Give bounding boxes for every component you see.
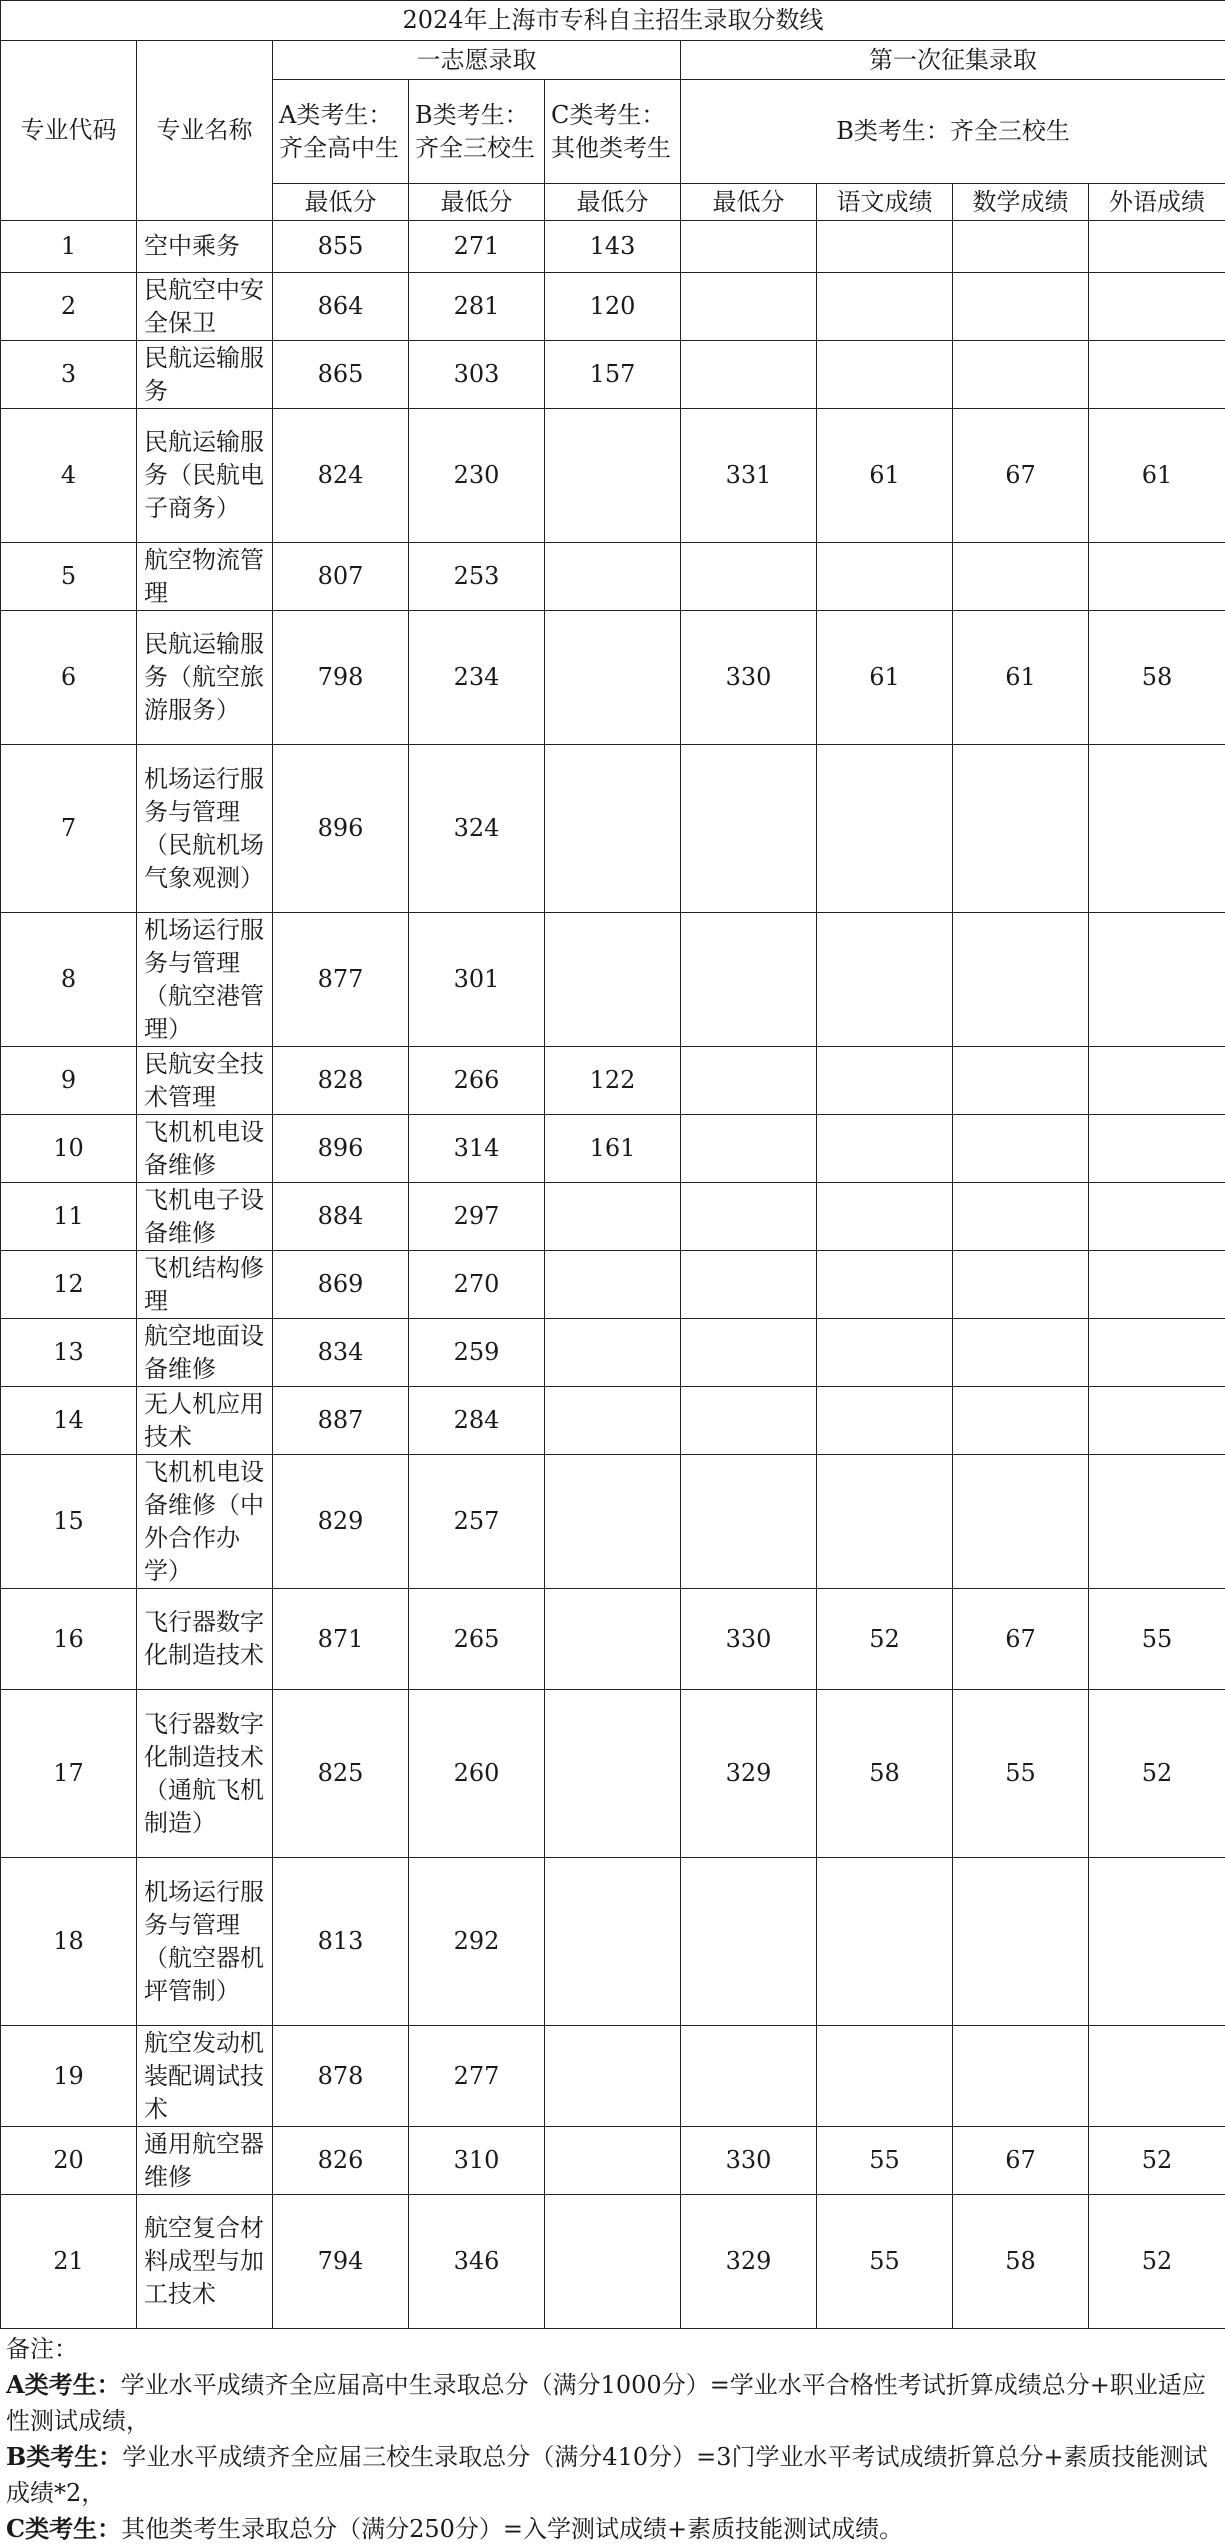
col-code: 6 xyxy=(1,611,137,745)
col-foreign xyxy=(1089,1319,1225,1387)
col-chinese xyxy=(817,1183,953,1251)
col-b-min: 265 xyxy=(409,1589,545,1690)
header-cat-b: B类考生：齐全三校生 xyxy=(409,80,545,184)
col-foreign xyxy=(1089,221,1225,273)
col-code: 13 xyxy=(1,1319,137,1387)
col-foreign xyxy=(1089,273,1225,341)
col-code: 2 xyxy=(1,273,137,341)
col-foreign xyxy=(1089,543,1225,611)
col-chinese: 61 xyxy=(817,409,953,543)
col-math xyxy=(953,1319,1089,1387)
header-cat-c: C类考生：其他类考生 xyxy=(545,80,681,184)
col-b-min: 266 xyxy=(409,1047,545,1115)
col-a-min: 884 xyxy=(273,1183,409,1251)
col-foreign xyxy=(1089,745,1225,913)
col-a-min: 865 xyxy=(273,341,409,409)
note-b-label: B类考生： xyxy=(6,2442,122,2471)
table-row xyxy=(1,2195,1225,2329)
col-collection-min xyxy=(681,1858,817,2026)
col-code: 14 xyxy=(1,1387,137,1455)
col-b-min: 284 xyxy=(409,1387,545,1455)
header-foreign: 外语成绩 xyxy=(1089,184,1225,221)
col-collection-min xyxy=(681,273,817,341)
col-a-min: 855 xyxy=(273,221,409,273)
table-row xyxy=(1,1589,1225,1690)
header-first-collection: 第一次征集录取 xyxy=(681,41,1225,80)
col-a-min: 794 xyxy=(273,2195,409,2329)
table-row xyxy=(1,2127,1225,2195)
col-a-min: 829 xyxy=(273,1455,409,1589)
table-row xyxy=(1,409,1225,543)
col-b-min: 277 xyxy=(409,2026,545,2127)
header-first-choice: 一志愿录取 xyxy=(273,41,681,80)
col-a-min: 896 xyxy=(273,745,409,913)
col-collection-min xyxy=(681,1183,817,1251)
col-collection-min xyxy=(681,1047,817,1115)
col-chinese xyxy=(817,1387,953,1455)
table-row xyxy=(1,611,1225,745)
col-math: 67 xyxy=(953,1589,1089,1690)
col-b-min: 281 xyxy=(409,273,545,341)
col-b-min: 297 xyxy=(409,1183,545,1251)
col-chinese: 58 xyxy=(817,1690,953,1858)
col-math xyxy=(953,1183,1089,1251)
col-math xyxy=(953,1455,1089,1589)
col-chinese: 52 xyxy=(817,1589,953,1690)
notes xyxy=(0,2331,1225,2547)
col-foreign: 55 xyxy=(1089,1589,1225,1690)
col-name: 机场运行服务与管理（民航机场气象观测） xyxy=(137,745,273,913)
col-foreign xyxy=(1089,1858,1225,2026)
col-c-min: 157 xyxy=(545,341,681,409)
col-name: 航空复合材料成型与加工技术 xyxy=(137,2195,273,2329)
col-collection-min xyxy=(681,1319,817,1387)
col-c-min xyxy=(545,2026,681,2127)
col-b-min: 260 xyxy=(409,1690,545,1858)
col-collection-min xyxy=(681,221,817,273)
col-chinese xyxy=(817,1115,953,1183)
col-foreign xyxy=(1089,1387,1225,1455)
notes-heading: 备注： xyxy=(0,2331,1225,2367)
col-a-min: 813 xyxy=(273,1858,409,2026)
col-a-min: 864 xyxy=(273,273,409,341)
col-code: 17 xyxy=(1,1690,137,1858)
col-foreign xyxy=(1089,1047,1225,1115)
table-row xyxy=(1,1047,1225,1115)
col-a-min: 828 xyxy=(273,1047,409,1115)
col-collection-min xyxy=(681,543,817,611)
col-collection-min: 330 xyxy=(681,2127,817,2195)
col-name: 民航运输服务 xyxy=(137,341,273,409)
col-c-min xyxy=(545,1589,681,1690)
col-collection-min: 329 xyxy=(681,1690,817,1858)
col-c-min xyxy=(545,1183,681,1251)
col-math xyxy=(953,2026,1089,2127)
col-b-min: 314 xyxy=(409,1115,545,1183)
col-code: 10 xyxy=(1,1115,137,1183)
col-name: 航空地面设备维修 xyxy=(137,1319,273,1387)
note-a-text: 学业水平成绩齐全应届高中生录取总分（满分1000分）=学业水平合格性考试折算成绩总分+职业适应性测试成绩， xyxy=(6,2371,1206,2435)
col-foreign xyxy=(1089,1251,1225,1319)
col-chinese xyxy=(817,1251,953,1319)
col-code: 5 xyxy=(1,543,137,611)
col-chinese xyxy=(817,1858,953,2026)
col-foreign: 52 xyxy=(1089,1690,1225,1858)
col-math xyxy=(953,1251,1089,1319)
col-c-min: 120 xyxy=(545,273,681,341)
col-foreign: 58 xyxy=(1089,611,1225,745)
col-code: 9 xyxy=(1,1047,137,1115)
col-math xyxy=(953,1387,1089,1455)
note-c xyxy=(0,2511,1225,2547)
col-chinese xyxy=(817,341,953,409)
col-chinese: 55 xyxy=(817,2195,953,2329)
col-foreign xyxy=(1089,913,1225,1047)
col-chinese: 61 xyxy=(817,611,953,745)
col-c-min xyxy=(545,1690,681,1858)
col-code: 12 xyxy=(1,1251,137,1319)
col-c-min xyxy=(545,2127,681,2195)
note-b-text: 学业水平成绩齐全应届三校生录取总分（满分410分）=3门学业水平考试成绩折算总分+素质技能测试成绩*2， xyxy=(6,2443,1208,2507)
col-foreign: 52 xyxy=(1089,2127,1225,2195)
col-foreign: 52 xyxy=(1089,2195,1225,2329)
col-collection-min xyxy=(681,2026,817,2127)
table-row xyxy=(1,1319,1225,1387)
col-name: 民航运输服务（民航电子商务） xyxy=(137,409,273,543)
col-a-min: 871 xyxy=(273,1589,409,1690)
col-collection-min xyxy=(681,1115,817,1183)
col-name: 通用航空器维修 xyxy=(137,2127,273,2195)
table-title: 2024年上海市专科自主招生录取分数线 xyxy=(1,1,1225,41)
col-c-min xyxy=(545,1858,681,2026)
col-math xyxy=(953,1115,1089,1183)
table-row xyxy=(1,1183,1225,1251)
header-min-a: 最低分 xyxy=(273,184,409,221)
col-c-min xyxy=(545,1455,681,1589)
col-c-min: 161 xyxy=(545,1115,681,1183)
col-c-min xyxy=(545,1387,681,1455)
col-c-min xyxy=(545,611,681,745)
col-code: 1 xyxy=(1,221,137,273)
col-a-min: 824 xyxy=(273,409,409,543)
table-row xyxy=(1,1115,1225,1183)
col-name: 飞行器数字化制造技术（通航飞机制造） xyxy=(137,1690,273,1858)
col-math xyxy=(953,543,1089,611)
col-collection-min xyxy=(681,1387,817,1455)
col-name: 航空物流管理 xyxy=(137,543,273,611)
col-b-min: 257 xyxy=(409,1455,545,1589)
col-code: 15 xyxy=(1,1455,137,1589)
col-collection-min: 330 xyxy=(681,1589,817,1690)
col-chinese xyxy=(817,1455,953,1589)
table-row xyxy=(1,543,1225,611)
col-math: 61 xyxy=(953,611,1089,745)
header-min-c: 最低分 xyxy=(545,184,681,221)
col-math xyxy=(953,745,1089,913)
header-chinese: 语文成绩 xyxy=(817,184,953,221)
table-row xyxy=(1,913,1225,1047)
col-math xyxy=(953,1047,1089,1115)
col-b-min: 303 xyxy=(409,341,545,409)
table-row xyxy=(1,1858,1225,2026)
col-c-min xyxy=(545,409,681,543)
col-chinese xyxy=(817,1319,953,1387)
table-row xyxy=(1,341,1225,409)
col-c-min xyxy=(545,1319,681,1387)
col-c-min xyxy=(545,543,681,611)
col-code: 20 xyxy=(1,2127,137,2195)
header-name: 专业名称 xyxy=(137,41,273,221)
table-row xyxy=(1,745,1225,913)
col-math xyxy=(953,1858,1089,2026)
col-b-min: 259 xyxy=(409,1319,545,1387)
col-math: 55 xyxy=(953,1690,1089,1858)
col-c-min: 122 xyxy=(545,1047,681,1115)
col-foreign: 61 xyxy=(1089,409,1225,543)
col-name: 民航安全技术管理 xyxy=(137,1047,273,1115)
table-row xyxy=(1,221,1225,273)
table-row xyxy=(1,273,1225,341)
col-math xyxy=(953,913,1089,1047)
header-code: 专业代码 xyxy=(1,41,137,221)
col-code: 4 xyxy=(1,409,137,543)
col-math xyxy=(953,221,1089,273)
col-collection-min xyxy=(681,1251,817,1319)
col-name: 飞行器数字化制造技术 xyxy=(137,1589,273,1690)
col-b-min: 271 xyxy=(409,221,545,273)
header-cat-b-collection: B类考生：齐全三校生 xyxy=(681,80,1225,184)
col-name: 飞机结构修理 xyxy=(137,1251,273,1319)
col-name: 无人机应用技术 xyxy=(137,1387,273,1455)
col-name: 飞机电子设备维修 xyxy=(137,1183,273,1251)
col-chinese: 55 xyxy=(817,2127,953,2195)
col-b-min: 324 xyxy=(409,745,545,913)
table-row xyxy=(1,1690,1225,1858)
header-min-b: 最低分 xyxy=(409,184,545,221)
col-a-min: 877 xyxy=(273,913,409,1047)
col-c-min: 143 xyxy=(545,221,681,273)
col-b-min: 270 xyxy=(409,1251,545,1319)
col-chinese xyxy=(817,221,953,273)
col-chinese xyxy=(817,745,953,913)
col-name: 空中乘务 xyxy=(137,221,273,273)
col-foreign xyxy=(1089,1183,1225,1251)
table-row xyxy=(1,1387,1225,1455)
col-code: 18 xyxy=(1,1858,137,2026)
col-name: 民航空中安全保卫 xyxy=(137,273,273,341)
col-math: 58 xyxy=(953,2195,1089,2329)
col-collection-min xyxy=(681,341,817,409)
col-name: 民航运输服务（航空旅游服务） xyxy=(137,611,273,745)
col-math xyxy=(953,273,1089,341)
col-collection-min xyxy=(681,913,817,1047)
col-a-min: 869 xyxy=(273,1251,409,1319)
col-math: 67 xyxy=(953,409,1089,543)
col-name: 飞机机电设备维修（中外合作办学） xyxy=(137,1455,273,1589)
col-code: 3 xyxy=(1,341,137,409)
table-row xyxy=(1,2026,1225,2127)
col-code: 11 xyxy=(1,1183,137,1251)
col-code: 16 xyxy=(1,1589,137,1690)
col-name: 航空发动机装配调试技术 xyxy=(137,2026,273,2127)
col-code: 21 xyxy=(1,2195,137,2329)
col-chinese xyxy=(817,273,953,341)
col-c-min xyxy=(545,745,681,913)
header-math: 数学成绩 xyxy=(953,184,1089,221)
table-row xyxy=(1,1455,1225,1589)
col-a-min: 807 xyxy=(273,543,409,611)
col-code: 7 xyxy=(1,745,137,913)
col-b-min: 310 xyxy=(409,2127,545,2195)
note-a xyxy=(0,2367,1225,2439)
note-b xyxy=(0,2439,1225,2511)
col-b-min: 346 xyxy=(409,2195,545,2329)
col-code: 8 xyxy=(1,913,137,1047)
col-c-min xyxy=(545,1251,681,1319)
col-foreign xyxy=(1089,1115,1225,1183)
col-b-min: 292 xyxy=(409,1858,545,2026)
col-chinese xyxy=(817,1047,953,1115)
col-a-min: 887 xyxy=(273,1387,409,1455)
col-foreign xyxy=(1089,2026,1225,2127)
col-chinese xyxy=(817,2026,953,2127)
col-name: 机场运行服务与管理（航空港管理） xyxy=(137,913,273,1047)
col-math: 67 xyxy=(953,2127,1089,2195)
col-a-min: 826 xyxy=(273,2127,409,2195)
table-row xyxy=(1,1251,1225,1319)
col-math xyxy=(953,341,1089,409)
col-a-min: 878 xyxy=(273,2026,409,2127)
col-b-min: 301 xyxy=(409,913,545,1047)
note-c-text: 其他类考生录取总分（满分250分）=入学测试成绩+素质技能测试成绩。 xyxy=(121,2515,903,2543)
col-a-min: 798 xyxy=(273,611,409,745)
col-collection-min xyxy=(681,1455,817,1589)
col-collection-min: 330 xyxy=(681,611,817,745)
col-b-min: 230 xyxy=(409,409,545,543)
col-collection-min xyxy=(681,745,817,913)
col-foreign xyxy=(1089,1455,1225,1589)
col-code: 19 xyxy=(1,2026,137,2127)
header-min-collection: 最低分 xyxy=(681,184,817,221)
col-b-min: 253 xyxy=(409,543,545,611)
col-collection-min: 331 xyxy=(681,409,817,543)
col-collection-min: 329 xyxy=(681,2195,817,2329)
col-chinese xyxy=(817,913,953,1047)
col-chinese xyxy=(817,543,953,611)
col-b-min: 234 xyxy=(409,611,545,745)
col-name: 飞机机电设备维修 xyxy=(137,1115,273,1183)
note-c-label: C类考生： xyxy=(6,2514,121,2543)
col-a-min: 834 xyxy=(273,1319,409,1387)
col-name: 机场运行服务与管理（航空器机坪管制） xyxy=(137,1858,273,2026)
header-cat-a: A类考生：齐全高中生 xyxy=(273,80,409,184)
col-c-min xyxy=(545,913,681,1047)
note-a-label: A类考生： xyxy=(6,2370,121,2399)
col-a-min: 896 xyxy=(273,1115,409,1183)
col-c-min xyxy=(545,2195,681,2329)
col-a-min: 825 xyxy=(273,1690,409,1858)
col-foreign xyxy=(1089,341,1225,409)
